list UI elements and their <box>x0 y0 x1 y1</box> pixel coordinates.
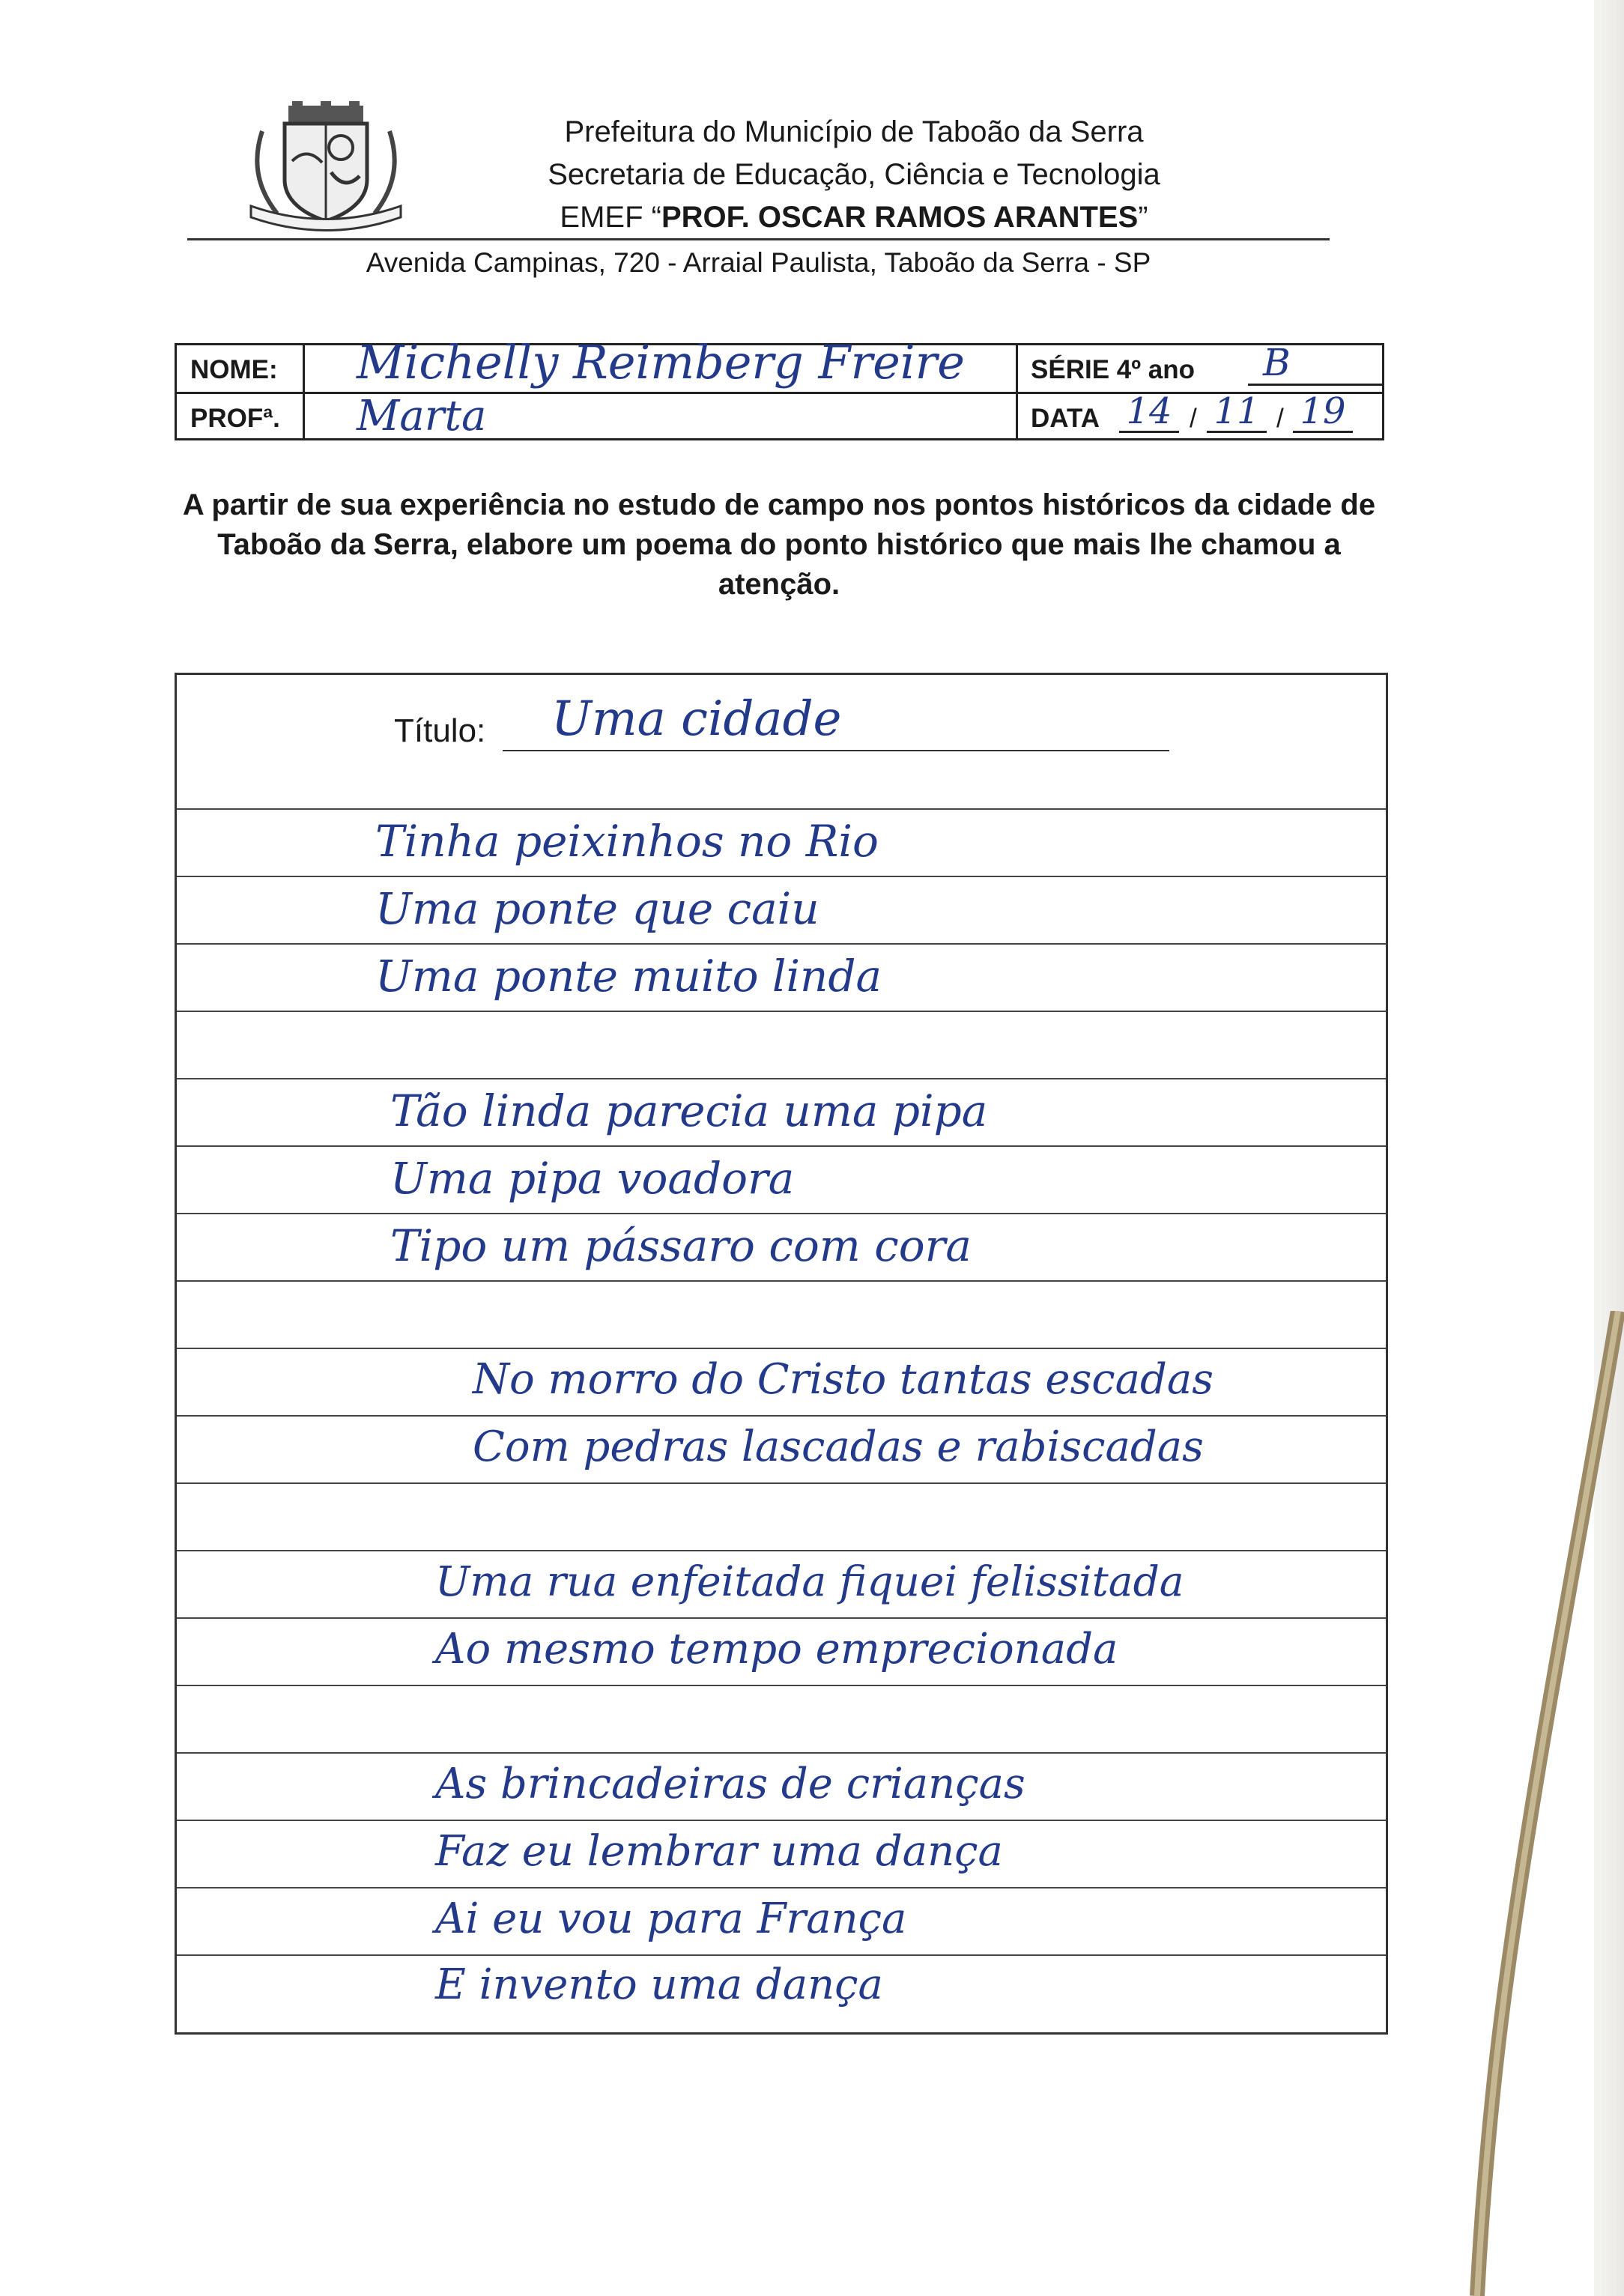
ruled-line <box>177 1482 1386 1484</box>
ruled-line <box>177 1752 1386 1754</box>
ruled-line <box>177 808 1386 810</box>
ruled-line <box>177 1415 1386 1417</box>
poem-title: Uma cidade <box>551 691 842 747</box>
poem-line-1: Tinha peixinhos no Rio <box>375 816 879 867</box>
teacher-value: Marta <box>357 392 487 440</box>
ruled-line <box>177 876 1386 877</box>
ruled-line <box>177 1550 1386 1551</box>
table-column-divider <box>1016 345 1018 438</box>
school-address: Avenida Campinas, 720 - Arraial Paulista, Taboão da Serra - SP <box>366 247 1151 278</box>
ruled-line <box>177 1617 1386 1619</box>
title-underline <box>503 750 1169 751</box>
date-label: DATA <box>1031 404 1100 433</box>
poem-line-11: As brincadeiras de crianças <box>435 1760 1025 1808</box>
ruled-line <box>177 1078 1386 1079</box>
ruled-line <box>177 1954 1386 1956</box>
date-separator: / <box>1190 404 1197 433</box>
secretariat-name: Secretaria de Educação, Ciência e Tecnologia <box>548 158 1160 191</box>
ruled-line <box>177 1887 1386 1888</box>
poem-line-2: Uma ponte que caiu <box>375 883 819 934</box>
poem-line-4: Tão linda parecia uma pipa <box>390 1085 988 1136</box>
poem-line-6: Tipo um pássaro com cora <box>390 1220 972 1271</box>
date-separator: / <box>1276 404 1284 433</box>
ruled-line <box>177 1820 1386 1821</box>
school-name: EMEF “PROF. OSCAR RAMOS ARANTES” <box>560 201 1148 234</box>
date-year: 19 <box>1293 392 1353 433</box>
poem-line-7: No morro do Cristo tantas escadas <box>473 1355 1214 1404</box>
poem-line-13: Ai eu vou para França <box>435 1894 907 1943</box>
poem-line-10: Ao mesmo tempo emprecionada <box>435 1625 1118 1673</box>
ruled-line <box>177 1348 1386 1349</box>
ruled-line <box>177 1213 1386 1214</box>
poem-line-8: Com pedras lascadas e rabiscadas <box>473 1423 1204 1471</box>
poem-writing-box <box>175 673 1388 2035</box>
date-month: 11 <box>1207 392 1267 433</box>
ruled-line <box>177 1280 1386 1282</box>
date-day: 14 <box>1119 392 1179 433</box>
header-divider <box>187 238 1330 240</box>
poem-line-14: E invento uma dança <box>435 1960 883 2009</box>
poem-line-9: Uma rua enfeitada fiquei felissitada <box>435 1557 1184 1605</box>
series-label: SÉRIE 4º ano <box>1031 355 1195 384</box>
series-value: B <box>1248 342 1383 386</box>
name-label: NOME: <box>190 355 278 384</box>
header-block <box>405 111 1303 239</box>
poem-line-5: Uma pipa voadora <box>390 1153 795 1204</box>
ruled-line <box>177 1011 1386 1012</box>
municipality-name: Prefeitura do Município de Taboão da Serra <box>564 115 1144 148</box>
name-value: Michelly Reimberg Freire <box>357 335 965 390</box>
table-column-divider <box>303 345 305 438</box>
student-info-table <box>175 335 1384 440</box>
municipal-crest-logo <box>247 101 405 232</box>
poem-line-3: Uma ponte muito linda <box>375 951 882 1002</box>
ruled-line <box>177 1145 1386 1147</box>
ruled-line <box>177 943 1386 945</box>
poem-line-12: Faz eu lembrar uma dança <box>435 1827 1003 1876</box>
assignment-prompt: A partir de sua experiência no estudo de campo nos pontos históricos da cidade de Taboão da Serra, elabore um poema do ponto histórico que mais lhe chamou a atenção. <box>182 488 1376 601</box>
ruled-line <box>177 1685 1386 1686</box>
poem-title-label: Título: <box>394 712 486 749</box>
dried-stalk <box>1393 1311 1624 2296</box>
teacher-label: PROFª. <box>190 404 280 433</box>
